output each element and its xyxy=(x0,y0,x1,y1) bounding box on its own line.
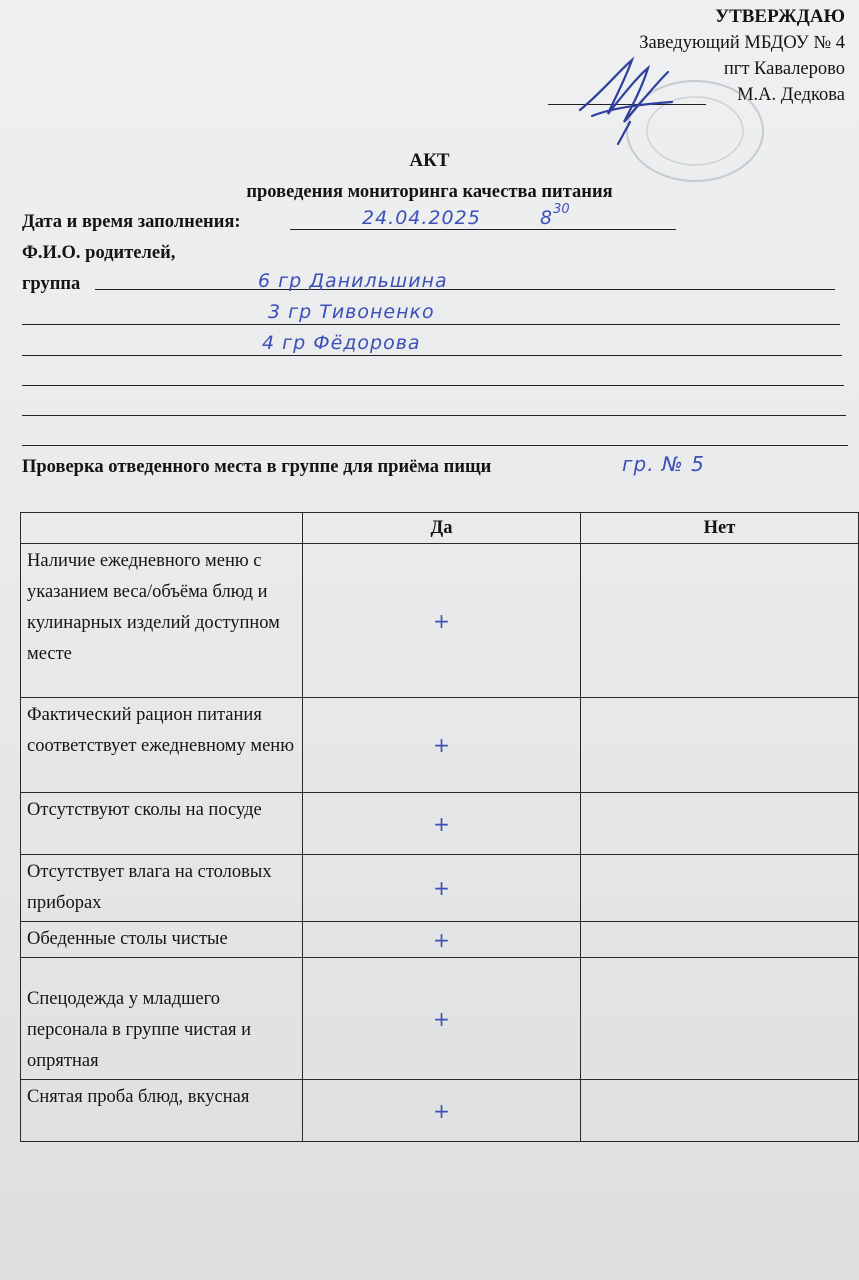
table-row xyxy=(21,544,859,698)
parents-underline-1 xyxy=(95,289,835,290)
table-row xyxy=(21,958,859,1080)
row-no-mark xyxy=(581,793,859,855)
approval-heading: УТВЕРЖДАЮ xyxy=(715,6,845,27)
parents-underline-6 xyxy=(22,445,848,446)
check-label: Проверка отведенного места в группе для приёма пищи xyxy=(22,457,492,477)
row-yes-mark: + xyxy=(303,544,581,698)
row-criterion: Спецодежда у младшего персонала в группе чистая и опрятная xyxy=(21,958,303,1080)
table-row xyxy=(21,1080,859,1142)
row-yes-mark: + xyxy=(303,698,581,793)
row-criterion: Отсутствуют сколы на посуде xyxy=(21,793,303,855)
approval-position: Заведующий МБДОУ № 4 xyxy=(639,33,845,53)
approval-location: пгт Кавалерово xyxy=(723,59,845,79)
parents-underline-2 xyxy=(22,324,840,325)
document-title: АКТ xyxy=(409,150,450,171)
table-row xyxy=(21,793,859,855)
check-value: гр. № 5 xyxy=(622,452,705,476)
table-row xyxy=(21,922,859,958)
header-no: Нет xyxy=(581,513,859,544)
group-label: группа xyxy=(22,274,81,294)
row-criterion: Снятая проба блюд, вкусная xyxy=(21,1080,303,1142)
table-header-row xyxy=(21,513,859,544)
row-yes-mark: + xyxy=(303,958,581,1080)
approval-name: М.А. Дедкова xyxy=(737,85,845,105)
monitoring-table xyxy=(20,512,859,1142)
date-underline xyxy=(290,229,676,230)
header-criterion xyxy=(21,513,303,544)
row-no-mark xyxy=(581,544,859,698)
row-yes-mark: + xyxy=(303,855,581,922)
row-yes-mark: + xyxy=(303,1080,581,1142)
row-no-mark xyxy=(581,958,859,1080)
row-no-mark xyxy=(581,855,859,922)
row-criterion: Фактический рацион питания соответствует ежедневному меню xyxy=(21,698,303,793)
parents-label: Ф.И.О. родителей, xyxy=(22,243,176,263)
table-row xyxy=(21,698,859,793)
table-row xyxy=(21,855,859,922)
date-value: 24.04.2025 xyxy=(362,207,481,229)
parent-entry-2: 3 гр Тивоненко xyxy=(268,301,435,323)
signature-mark-icon xyxy=(572,52,682,147)
row-criterion: Отсутствует влага на столовых приборах xyxy=(21,855,303,922)
row-no-mark xyxy=(581,922,859,958)
time-value xyxy=(540,202,570,229)
parents-underline-4 xyxy=(22,385,844,386)
row-no-mark xyxy=(581,1080,859,1142)
row-no-mark xyxy=(581,698,859,793)
document-subtitle: проведения мониторинга качества питания xyxy=(246,182,613,202)
row-yes-mark: + xyxy=(303,793,581,855)
parent-entry-3: 4 гр Фёдорова xyxy=(262,332,421,354)
row-criterion: Наличие ежедневного меню с указанием веса/объёма блюд и кулинарных изделий доступном месте xyxy=(21,544,303,698)
time-hour: 8 xyxy=(540,207,554,229)
row-criterion: Обеденные столы чистые xyxy=(21,922,303,958)
parents-underline-5 xyxy=(22,415,846,416)
time-minutes: 30 xyxy=(553,202,570,217)
parents-underline-3 xyxy=(22,355,842,356)
date-label: Дата и время заполнения: xyxy=(22,212,241,232)
row-yes-mark: + xyxy=(303,922,581,958)
header-yes: Да xyxy=(303,513,581,544)
parent-entry-1: 6 гр Данильшина xyxy=(258,270,448,292)
